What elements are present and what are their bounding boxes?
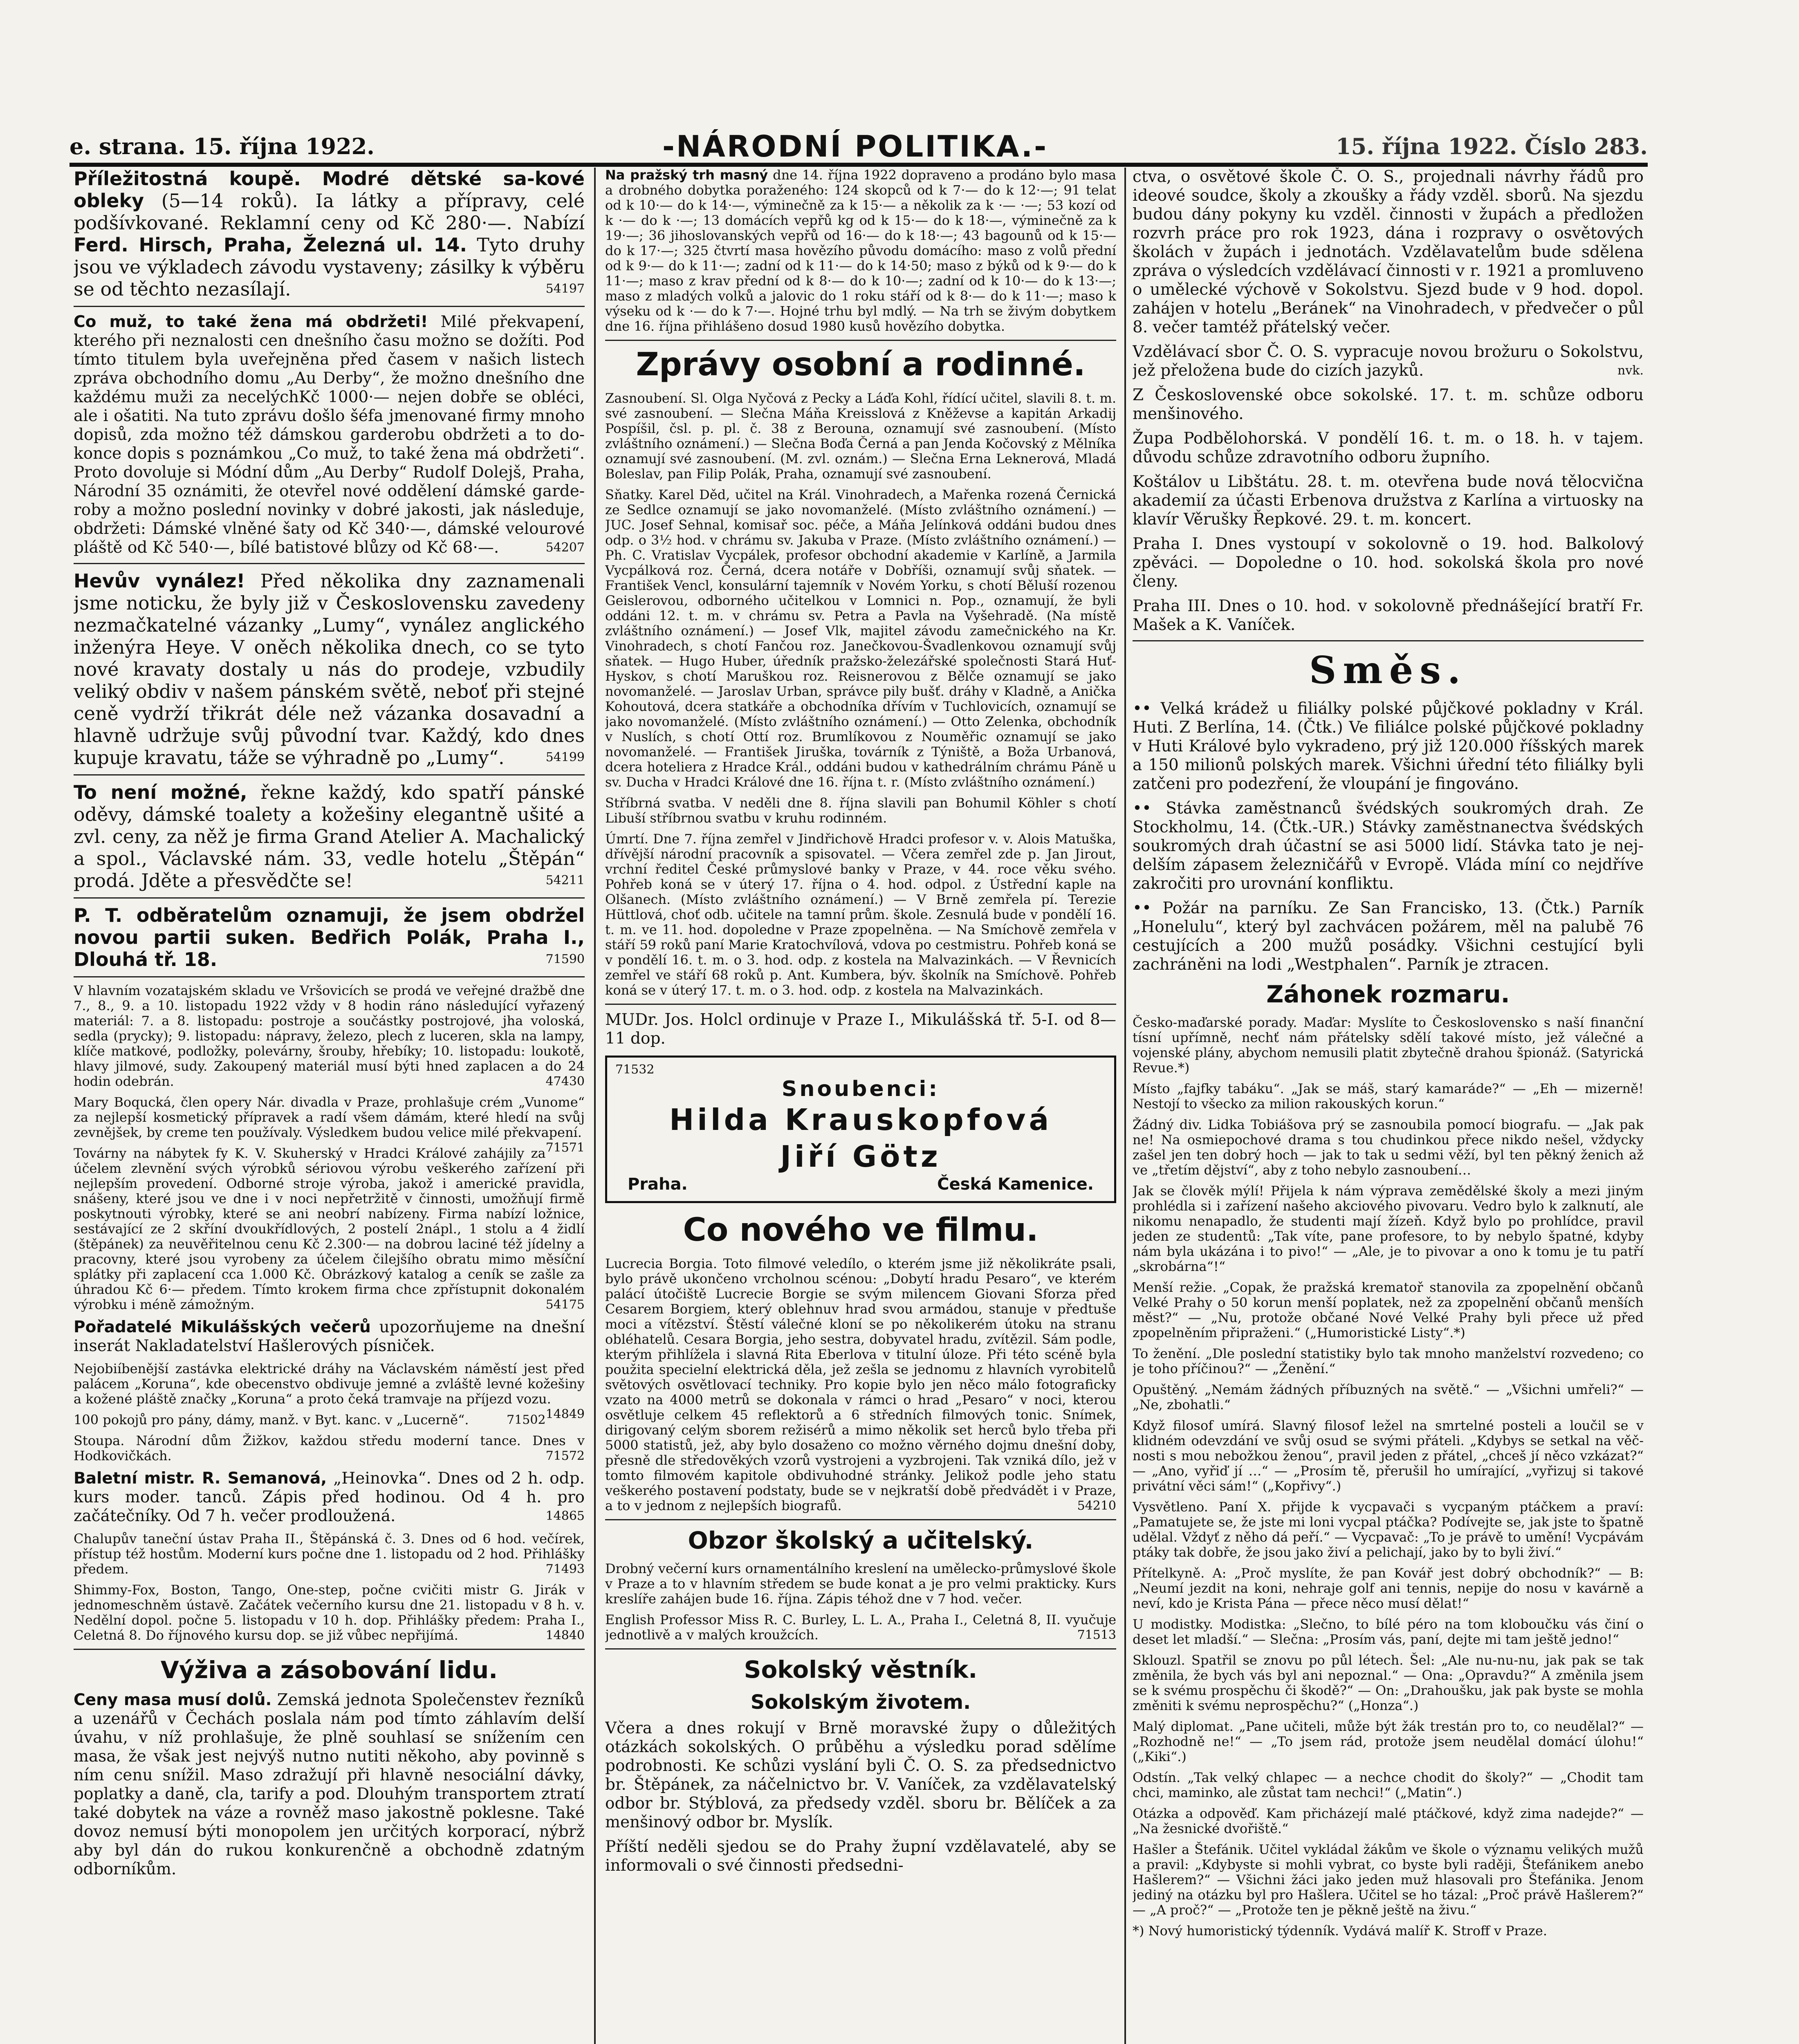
ad-code: 54211 — [545, 873, 585, 888]
joke: Hašler a Štefánik. Učitel vykládal žákům ve škole o významu velikých mužů a pravil: „Kdybyste si mohli vybrat, co byste byli raději, Štefánikem anebo Hašlerem?“ — Všichni žáci jako jeden muž hlasovali pro Štefánika. Jenom jediný na otázku byl pro Hašlera. Učitel se ho tázal: „Proč právě Hašlerem?“ — „A proč?“ — „Protože ten je pěkně ještě na živu.“ — [1133, 1842, 1644, 1918]
divider — [74, 1649, 585, 1650]
sokol-brno: Včera a dnes rokují v Brně moravské župy o důležitých otázkách sokolských. O průběhu a výsledku porad sdělíme podrobnosti. Ke schůzi vyslání byli Č. O. S. za předsednictvo br. Štěpánek, za náčelnictvo br. V. Vaníček, za vzdělavatelský odbor br. Stýblová, za předsedy vzděl. sboru br. Bělíček a za menšinový odbor br. Myslík. — [605, 1719, 1116, 1831]
footnote: *) Nový humoristický týdenník. Vydává malíř K. Stroff v Praze. — [1133, 1923, 1547, 1939]
weddings: Sňatky. Karel Děd, učitel na Král. Vinohradech, a Mařenka rozená Černická ze Sedlce oznamují se jako novomanželé. (Místo zvláštního oznámení.) — JUC. Josef Sehnal, komisař soc. péče, a Máňa Jelínková oddáni budou dnes odp. o 3½ hod. v chrámu sv. Jakuba v Praze. (Místo zvláštního oznámení.) — Ph. C. Vratislav Vycpálek, profesor obchodní akademie v Karlíně, a Jarmila Vycpálková roz. Černá, dcera notáře v Dobříši, oznamují svůj sňatek. — František Vencl, konsulární tajemník v Novém Yorku, s chotí Běluší rozenou Geislerovou, odborného učitelkou v Lomnici n. Pop., oznamují, že byli oddáni 12. t. m. v chrámu sv. Petra a Pavla na Vyšehradě. (Na místě zvláštního oznámení.) — Josef Vlk, majitel závodu zamečnického na Kr. Vinohradech, s chotí Fančou roz. Janečkovou-Švadlenkovou oznamují svůj sňatek. — Hugo Huber, úředník pražsko-železářské společnosti Stará Huť-Hyskov, s chotí Maruškou roz. Reisnerovou z Bělče oznamují se jako novomanželé. — Jaroslav Urban, správce pily bušť. dráhy v Kladně, a Anička Kohoutová, dcera statkáře a obchodníka dřívím v Tuchlovicích, oznamují se jako novomanželé. (Místo zvláštního oznámení.) — Otto Zelenka, obchodník v Nuslích, s chotí Ottí roz. Brumlíkovou z Nouměřic oznamují se jako novomanželé. — František Jiruška, továrník z Týniště, a Boža Urbanová, dcera hoteliera z Hradce Král., oddáni budou v kathedrálním chrámu Páně u sv. Ducha v Hradci Králové dne 16. října t. r. (Místo zvláštního oznámení.) — [605, 487, 1116, 790]
ad-lead: Příležitostná koupě. Modré dětské sa-kové obleky — [74, 168, 585, 212]
ad-auction: V hlavním vozatajském skladu ve Vršovicích se prodá ve veřejné dražbě dne 7., 8., 9. a 10. listopadu 1922 vždy v 8 hodin ráno následující vyřazený materiál: 7. a 8. listopadu: postroje a součástky postrojové, jha voloská, sedla (prycky); 9. listopadu: nápravy, železo, plech z luceren, skla na lampy, klíče matkové, podložky, polevárny, šrouby, hřebíky; 10. listopadu: loukotě, hlavy jilmové, sudy. Zakoupený materiál musí býti hned zaplacen a do 24 hodin odebrán. 47430 — [74, 983, 585, 1089]
ad-code: 54207 — [545, 540, 585, 555]
header-page-date: e. strana. 15. října 1922. — [70, 133, 375, 159]
ad-lead: Co muž, to také žena má obdržeti! — [74, 313, 428, 331]
notice-code: 71532 — [615, 1062, 655, 1077]
article-borgia: Lucrecia Borgia. Toto filmové veledílo, o kterém jsme již několikráte psali, bylo právě ukončeno vrcholnou scénou: „Dobytí hradu Pesaro“, ve kterém palácí útočiště Lucrecie Borgie se svým milencem Giovani Sforza před Cesarem Borgiem, který oblehnuv hrad svou armádou, stanuje v předtuše moci a vítězství. Štěstí válečné kloní se po několikerém útoku na stranu obléhatelů. Cesara Borgia, jeho sestra, dobyvatel hradu, zvítězil. Sám podle, kterým přihlížela i slavná Rita Eberlova v titulní úloze. Při této scéně byla použita specielní elektrická děla, jež zešla se jednomu z hlavních vyrobitelů světových osvětlovací techniky. Pro kopie bylo jen něco málo fotograficky vzato na 4000 metrů se dokonala v rámci o hrad „Pesaro“ v noci, kterou osvětluje celkem 45 reflektorů a 6 středních filmových tonic. Snímek, dirigovaný celým sborem režisérů a mimo několik set herců bylo třeba při 5000 statistů, jež, aby bylo dosaženo co možno věrného dojmu dnešní doby, přesně dle středověkých vzorů vystrojeni a vyzbrojeni. Tak vzniká dílo, jež v tomto filmovém kapitole obdivuhodné stránky. Jelikož podle jeho statu veškerého postavení podstaty, bude se v nejkratší době předvádět i v Praze, a to v jednom z nejlepších biografů. 54210 — [605, 1256, 1116, 1513]
ad-shimmy: Shimmy-Fox, Boston, Tango, One-step, počne cvičiti mistr G. Jirák v jednomeschněm ústavě. Začátek večerního kursu dne 21. listopadu v 8 h. v. Nedělní dopol. počne 5. listopadu v 10 h. dop. Přihlášky předem: Praha I., Celetná 8. Do říjnového kursu dop. se již vůbec nepřijímá. 14840 — [74, 1582, 585, 1643]
joke: Odstín. „Tak velký chlapec — a nechce chodit do školy?“ — „Chodit tam chci, maminko, ale zůstat tam nechci!“ („Matin“.) — [1133, 1770, 1644, 1800]
ad-text: Tyto druhy jsou ve výkladech závodu vystaveny; zásilky k výběru se od těchto nezasílají. — [74, 234, 585, 300]
ad-polak — [74, 904, 585, 970]
section-heading-film: Co nového ve filmu. — [683, 1212, 1039, 1248]
divider — [74, 563, 585, 564]
silver-wedding: Stříbrná svatba. V neděli dne 8. října slavili pan Bohumil Köhler s chotí Libuší stříbrnou svatbu v kruhu rodinném. — [605, 795, 1116, 826]
ad-firm: Ferd. Hirsch, Praha, Železná ul. 14. — [74, 234, 467, 256]
article-meat-market: Na pražský trh masný dne 14. října 1922 dopraveno a prodáno bylo masa a drobného dobytka poraženého: 124 skopců od k 7·— do k 12·—; 91 telat od k 10·— do k 14·—, výminečně za k 15·— a několik za k ·— ·—; 53 kozí od k ·— do k ·—; 13 domácích vepřů kg od k 15·— do k 18·—, výminečně za k 19·—; 36 jihoslovanských vepřů od 16·— do k 18·—; 43 bagounů od k 15·— do k 17·—; 325 čtvrtí masa hovězího původu domácího: maso z volů přední od k 9·— do k 11·—; zadní od k 11·— do k 14·50; maso z býků od k 9·— do k 11·—; maso z krav přední od k 8·— do k 10·—; zadní od k 10·— do k 13·—; maso z mladých volků a jalovic do 1 roku stáří od k 8·— do k 11·—; maso k výseku od k ·— do k 7·—. Hojné trhu byl mdlý. — Na trh se živým dobytkem dne 16. října přihlášeno dosud 1980 kusů hovězího dobytka. — [605, 168, 1116, 334]
joke: U modistky. Modistka: „Slečno, to bílé péro na tom kloboučku vás činí o deset let mladší.“ — Slečna: „Prosím vás, paní, dejte mi tam ještě jedno!“ — [1133, 1616, 1644, 1647]
subheading-sokol: Sokolským životem. — [750, 1691, 971, 1714]
sokol-item: Praha III. Dnes o 10. hod. v sokolovně přednášející bratří Fr. Mašek a K. Vaníček. — [1133, 597, 1644, 634]
ad-clothing — [74, 168, 585, 300]
joke: To ženění. „Dle poslední statistiky bylo tak mnoho manželství rozvedeno; co je toho příčinou?“ — „Ženění.“ — [1133, 1346, 1644, 1376]
divider — [605, 1004, 1116, 1005]
section-heading-school: Obzor školský a učitelský. — [688, 1526, 1034, 1554]
ad-machalicky — [74, 781, 585, 892]
section-heading-smes: Směs. — [1309, 648, 1467, 692]
joke: Malý diplomat. „Pane učiteli, může být žák trestán pro to, co neudělal?“ — „Rozhodně ne!“ — „To jsem rád, protože jsem neudělal domácí úlohu!“ („Kiki“.) — [1133, 1719, 1644, 1764]
joke: Jak se člověk mýlí! Přijela k nám výprava zemědělské školy a mezi jiným prohlédla si i zařízení našeho akciového pivovaru. Vedro bylo k zalknutí, ale nikomu nenapadlo, že studenti mají žízeň. Když bylo po prohlídce, pravil jeden ze studentů: „Tak víte, pane profesore, to by nebylo špatné, kdyby nám byla ukázána i to pivo!“ — „Ale, je to pivovar a ono k tomu je tu patří „skrobárna“!“ — [1133, 1183, 1644, 1274]
sokol-continued: ctva, o osvětové škole Č. O. S., projednali návrhy řádů pro ideové soudce, školy a zkoušky a řády vzděl. sborů. Na sjezdu budou dány pokyny ku vzděl. činnosti v župách a předložen rozvrh práce pro rok 1923, dána i rozpravy o osvětových školách v župách i jednotách. Vzdělavatelům bude sdělena zpráva o výsledcích vzdělávací činnosti v r. 1921 a promluveno o umělecké výchově v Sokolstvu. Sjezd bude v 9 hod. dopol. zahájen v hotelu „Beránek“ na Vinohradech, v předvečer o půl 8. večer tamtéž přátelský večer. — [1133, 168, 1644, 336]
divider — [74, 306, 585, 307]
school-news: Drobný večerní kurs ornamentálního kreslení na umělecko-průmyslové škole v Praze a to v hlavním středem se bude konat a je pro velmi prakticky. Kurs kreslíře zahájen bude 16. října. Zápis téhož dne v 7 hod. večer. — [605, 1561, 1116, 1607]
divider — [74, 774, 585, 775]
ad-vunome: Mary Boqucká, člen opery Nár. divadla v Praze, prohlašuje crém „Vunome“ za nejlepší kosmetický přípravek a radí všem dámám, které hledí na svůj zevnějšek, by creme ten používaly. Výsledkem budou velice milé překvapení. 71571 — [74, 1094, 585, 1155]
engagements: Zasnoubení. Sl. Olga Nyčová z Pecky a Láďa Kohl, řídící učitel, slavili 8. t. m. své zasnoubení. — Slečna Máňa Kreisslová z Kněževse a kapitán Arkadij Pospíšil, čsl. p. pl. č. 38 z Berouna, oznamují své zasnoubení. (Místo zvláštního oznámení.) — Slečna Boďa Černá a pan Jenda Kočovský z Mělníka oznamují své zasnoubení. (M. zvl. oznám.) — Slečna Erna Leknerová, Mladá Boleslav, pan Filip Polák, Praha, oznamují své zasnoubení. — [605, 390, 1116, 482]
ad-title: P. T. odběratelům oznamuji, že jsem obdržel novou partii suken. Bedřich Polák, Praha I., Dlouhá tř. 18. — [74, 904, 585, 970]
notice-name: Jiří Götz — [780, 1139, 941, 1174]
joke: Přítelkyně. A: „Proč myslíte, že pan Kovář jest dobrý obchodník?“ — B: „Neumí jezdit na koni, nehraje golf ani tennis, nepije do nosu v kavárně a neví, kdo je Krista Pána — přece něco musí dělat!“ — [1133, 1565, 1644, 1611]
section-heading-food: Výživa a zásobování lidu. — [160, 1656, 498, 1684]
divider — [605, 1648, 1116, 1650]
section-heading-sokol: Sokolský věstník. — [744, 1656, 978, 1683]
joke: Sklouzl. Spatřil se znovu po půl létech. Šel: „Ale nu-nu-nu, jak pak se tak změnila, že bych vás byl ani nepoznal.“ — Ona: „Opravdu?“ A změnila jsem se k svému prospěchu či škodě?“ — On: „Drahoušku, jak pak byste se mohla změniti k svému neprospěchu?“ („Honza“.) — [1133, 1652, 1644, 1713]
notice-name: Hilda Krauskopfová — [669, 1103, 1052, 1137]
column-1 — [74, 168, 585, 2044]
divider — [605, 340, 1116, 341]
ad-lead: To není možné, — [74, 781, 247, 803]
ad-koruna: Nejobiíbenější zastávka elektrické dráhy na Václavském náměstí jest před palácem „Koruna“, kde obecenstvo obdivuje jemné a zvláště levné kožešiny a kožené pláště značky „Koruna“ a proto čeká tramvaje na příjezd vozu. 14849 — [74, 1361, 585, 1421]
divider — [74, 976, 585, 977]
personal-news — [605, 391, 1116, 998]
joke: Místo „fajfky tabáku“. „Jak se máš, starý kamaráde?“ — „Eh — mizerně! Nestojí to všecko za milion rakouských korun.“ — [1133, 1081, 1644, 1112]
section-heading-personal: Zprávy osobní a rodinné. — [636, 346, 1086, 383]
sokol-item: Koštálov u Libštátu. 28. t. m. otevřena bude nová tělocvična akademií za účasti Erbenova družstva z Karlína a virtuosky na klavír Věrušky Řepkové. 29. t. m. koncert. — [1133, 473, 1644, 529]
ad-au-derby — [74, 313, 585, 557]
ad-code: 54197 — [545, 282, 585, 296]
sokol-item: Praha I. Dnes vystoupí v sokolovně o 19. hod. Balkolový zpěváci. — Dopoledne o 10. hod. sokolská škola pro nové členy. — [1133, 535, 1644, 591]
ad-lead: Hevův vynález! — [74, 570, 245, 592]
column-2 — [605, 168, 1116, 2044]
ad-doctor: MUDr. Jos. Holcl ordinuje v Praze I., Mikulášská tř. 5-I. od 8—11 dop. — [605, 1011, 1116, 1048]
engagement-notice-box — [605, 1056, 1116, 1203]
ad-text: Před několika dny zaznamenali jsme noticku, že byly již v Československu zavedeny nezmačkatelné vázanky „Lumy“, vynález anglického inženýra Heye. V oněch několika dnech, co se tyto nové kravaty dostaly u nás do prodeje, vzbudily veliký obdiv v našem pánském světě, neboť při stejné ceně vydrží třikrát déle než vázanka dosavadní a hlavně udržuje svůj původní tvar. Každý, kdo dnes kupuje kravatu, táže se výhradně po „Lumy“. — [74, 570, 585, 769]
humor-items — [1133, 1015, 1644, 1939]
ad-text: řekne každý, kdo spatří pánské oděvy, dámské toalety a kožešiny elegantně ušité a zvl. ceny, za něž je firma Grand Atelier A. Machalický a spol., Václavské nám. 33, vedle hotelu „Štěpán“ prodá. Jděte a přesvědčte se! — [74, 781, 585, 892]
joke: Česko-maďarské porady. Maďar: Myslíte to Československo s naší finanční tísní upřímně, nechť nám přátelsky sdělí takové místo, jež válečné a vojenské plány, abychom nemusili platit zbytečně drahou špionáž. (Satyrická Revue.*) — [1133, 1015, 1644, 1076]
ad-semanova: Baletní mistr. R. Semanová, „Heinovka“. Dnes od 2 h. odp. kurs moder. tanců. Zápis před hodinou. Od 4 h. pro začátečníky. Od 7 h. večer prodloužená. 14865 — [74, 1469, 585, 1525]
page-header — [70, 130, 1648, 167]
ad-text: (5—14 roků). Ia látky a přípravy, celé podšívkované. Reklamní ceny od Kč 280·—. Nabízí — [74, 190, 585, 234]
ad-chalupa: Chalupův taneční ústav Praha II., Štěpánská č. 3. Dnes od 6 hod. večírek, přístup též hostům. Moderní kurs počne dne 1. listopadu od 2 hod. Přihlášky předem. 71493 — [74, 1531, 585, 1577]
notice-places: Praha. Česká Kamenice. — [628, 1175, 1094, 1194]
column-rule — [594, 168, 596, 2044]
joke: Když filosof umírá. Slavný filosof ležel na smrtelné posteli a loučil se v klidném odevzdání ve svůj osud se svými přáteli. „Kdybys se setkal na věčnosti s mou nebožkou ženou“, pravil jeden z přátel, „chceš jí něco vzkázat?“ — „Ano, vyřiď jí …“ — „Prosím tě, přerušil ho umírající, „vyřizuj si takové privátní věci sám!“ („Kopřivy“.) — [1133, 1418, 1644, 1494]
header-issue: 15. října 1922. Číslo 283. — [1336, 133, 1648, 159]
section-heading-humor: Záhonek rozmaru. — [1266, 980, 1510, 1008]
small-ads-block — [74, 983, 585, 1312]
sokol-item: Z Československé obce sokolské. 17. t. m. schůze odboru menšinového. — [1133, 386, 1644, 423]
deaths: Úmrtí. Dne 7. října zemřel v Jindřichově Hradci profesor v. v. Alois Matuška, dřívější národní pracovník a spisovatel. — Včera zemřel zde p. Jan Jirout, vrchní ředitel České průmyslové banky v Praze, v 44. roce věku svého. Pohřeb koná se v úterý 17. října o 4. hod. odpol. z Ústřední kaple na Olšanech. (Místo zvláštního oznámení.) — V Brně zemřela pí. Terezie Hüttlová, choť odb. učitele na tamní prům. škole. Zesnulá bude v pondělí 16. t. m. ve 11. hod. dopoledne v Praze zpopelněna. — Na Smíchově zemřela v stáří 59 roků paní Marie Kratochvílová, vdova po cestmistru. Pohřeb koná se v pondělí 16. t. m. o 3. hod. odp. z kostela na Malvazinkách. — V Řevnicích zemřel ve stáří 68 roků p. Ant. Kumbera, býv. školník na Smíchově. Pohřeb koná se v úterý 17. t. m. o 3. hod. odp. z kostela na Malvazinkách. — [605, 831, 1116, 998]
ad-text: Milé překvapení, kterého při neznalosti cen dnešního času možno se dožíti. Pod tímto titulem byla uveřejněna před časem v našich listech zpráva obchodního domu „Au Derby“, že možno dnešního dne každému muži za necelýchKč 1000·— nejen dobře se obléci, ale i ošatiti. Na tuto zprávu došlo šéfa jmenované firmy mnoho dopisů, zda možno též dámskou garderobu obdržeti a to dokonce dopis s poznámkou „Co muž, to také žena má obdržeti“. Proto dovoluje si Módní dům „Au Derby“ Rudolf Dolejš, Praha, Národní 35 oznámiti, že otevřel nové oddělení dámské garderoby a možno poslední novinky v dobré jakosti, jak následuje, obdržeti: Dámské vlněné šaty od Kč 340·—, dámské velourové pláště od Kč 540·—, bílé batistové blůzy od Kč 68·—. — [74, 313, 585, 557]
ad-lucerna: 100 pokojů pro pány, dámy, manž. v Byt. kanc. v „Lucerně“. 71502 — [74, 1412, 546, 1428]
ad-code: 71590 — [545, 952, 585, 966]
joke: Menší režie. „Copak, že pražská krematoř stanovila za zpopelnění občanů Velké Prahy o 50 korun menší poplatek, než za zpopelnění občanů menších měst?“ — „Nu, protože občané Nové Velké Prahy byli přece už před zpopelněním připraženi.“ („Humoristické Listy“.*) — [1133, 1280, 1644, 1340]
news-strike: •• Stávka zaměstnanců švédských soukromých drah. Ze Stockholmu, 14. (Čtk.-UR.) Stávky zaměstnanectva švédských soukromých drah účastní se asi 5000 lidí. Stávka tato je nejdelším zápasem železničářů v Evropě. Vláda míní co nejdříve zakročiti pro urovnání konfliktu. — [1133, 799, 1644, 893]
column-rule — [1124, 168, 1126, 2044]
sokol-brochure: Vzdělávací sbor Č. O. S. vypracuje novou brožuru o Sokolstvu, jež přeložena bude do cizích jazyků. nvk. — [1133, 343, 1644, 380]
joke: Vysvětleno. Paní X. přijde k vycpavači s vycpaným ptáčkem a praví: „Pamatujete se, že jste mi loni vycpal ptáčka? Podívejte se, jak jste to špatně udělal. Vždyť z něho dá peří.“ — Vycpavač: „To je právě to umění! Vycpávám ptáky tak dobře, že jsou jako živí a pelichají, jako by to byli živí.“ — [1133, 1499, 1644, 1560]
ad-stoupa: Stoupa. Národní dům Žižkov, každou středu moderní tance. Dnes v Hodkovičkách. 71572 — [74, 1433, 585, 1464]
joke: Opuštěný. „Nemám žádných příbuzných na světě.“ — „Všichni umřeli?“ — „Ne, zbohatli.“ — [1133, 1382, 1644, 1412]
joke: Žádný div. Lidka Tobiášova prý se zasnoubila pomocí biografu. — „Jak pak ne! Na osmiepochové drama s tou chudinkou přece nikdo nešel, vždycky zašel jen ten dobrý hoch — jak to tak u sedmi věží, byl ten pěkný ženich až ve „třetím dějství“, aby z toho nebylo zasnoubení… — [1133, 1117, 1644, 1178]
masthead-title: -NÁRODNÍ POLITIKA.- — [662, 129, 1048, 164]
notice-title: Snoubenci: — [781, 1077, 940, 1101]
sokol-sunday: Příští neděli sjedou se do Prahy župní vzdělavatelé, aby se informovali o své činnosti předsedni- — [605, 1838, 1116, 1875]
small-ads-block-3 — [74, 1531, 585, 1643]
column-3 — [1133, 168, 1644, 2044]
news-ship-fire: •• Požár na parníku. Ze San Francisko, 13. (Čtk.) Parník „Honelulu“, který byl zachvácen požárem, měl na palubě 76 cestujících a 200 mužů posádky. Všichni cestující byli zachráněni na lodi „Westphalen“. Parník je ztracen. — [1133, 899, 1644, 974]
ad-mikulas: Pořadatelé Mikulášských večerů upozorňujeme na dnešní inserát Nakladatelství Hašlerových písniček. — [74, 1318, 585, 1355]
ad-english: English Professor Miss R. C. Burley, L. L. A., Praha I., Celetná 8, II. vyučuje jednotlivě a v malých kroužcích. 71513 — [605, 1612, 1116, 1643]
joke: Otázka a odpověď. Kam přicházejí malé ptáčkové, když zima nadejde?“ — „Na žesnické dvořiště.“ — [1133, 1806, 1644, 1836]
divider — [74, 897, 585, 899]
small-ads-block-2 — [74, 1361, 585, 1464]
sokol-item: Župa Podbělohorská. V pondělí 16. t. m. o 18. h. v tajem. důvodu schůze zdravotního odboru župního. — [1133, 429, 1644, 466]
article-meat-prices: Ceny masa musí dolů. Zemská jednota Společenstev řezníků a uzenářů v Čechách poslala nám pod tímto záhlavím delší úvahu, v níž prohlašuje, že plně souhlasí se snížením cen masa, že však jest nejvýš nutno nutiti někoho, aby povinně s ním cenu snížil. Maso zdražují při hlavně nesociální dávky, poplatky a daně, cla, tarify a pod. Dlouhým transportem ztratí také dobytek na váze a rovněž maso jakostně poklesne. Také dovoz nemusí býti monopolem jen určitých korporací, nýbrž aby byl dán do rukou konkurenčně a obchodně zdatným odborníkům. — [74, 1691, 585, 1878]
news-theft: •• Velká krádež u filiálky polské půjčkové pokladny v Král. Huti. Z Berlína, 14. (Čtk.) Ve filiálce polské půjčkové pokladny v Huti Králové bylo vykradeno, prý již 120.000 říšských marek a 150 milionů polských marek. Všichni úřední této filiálky byli zatčeni pro podezření, že vloupání je fingováno. — [1133, 699, 1644, 793]
ad-code: 54199 — [545, 750, 585, 764]
ad-skuhersky: Továrny na nábytek fy K. V. Skuherský v Hradci Králové zahájily za účelem zlevnění svých výrobků sériovou výrobu veškerého zařízení při nejlepším provedení. Odborné stroje výroba, jakož i americké pravidla, snášeny, které jsou ve dne i v noci nepřetržitě v činnosti, umožňují firmě poskytnouti výrobky, které se ani neobrí nabízeny. Firma nabízí ložnice, sestávající ze 2 skříní dvoukřídlových, 2 postelí 2nápl., 1 stolu a 4 židlí (štěpánek) za neuvěřitelnou cenu Kč 2.300·— na dobrou laciné též jídelny a pracovny, které jsou vyrobeny za účelem čilejšího obratu mimo měsíční splátky při zaplacení cca 1.000 Kč. Obrázkový katalog a ceník se zašle za úhradou Kč 6·— předem. Tímto krokem firma chce zpřístupnit dokonalém výrobku i méně zámožným. 54175 — [74, 1145, 585, 1312]
ad-lumy — [74, 570, 585, 769]
divider — [1133, 640, 1644, 641]
divider — [605, 1519, 1116, 1520]
